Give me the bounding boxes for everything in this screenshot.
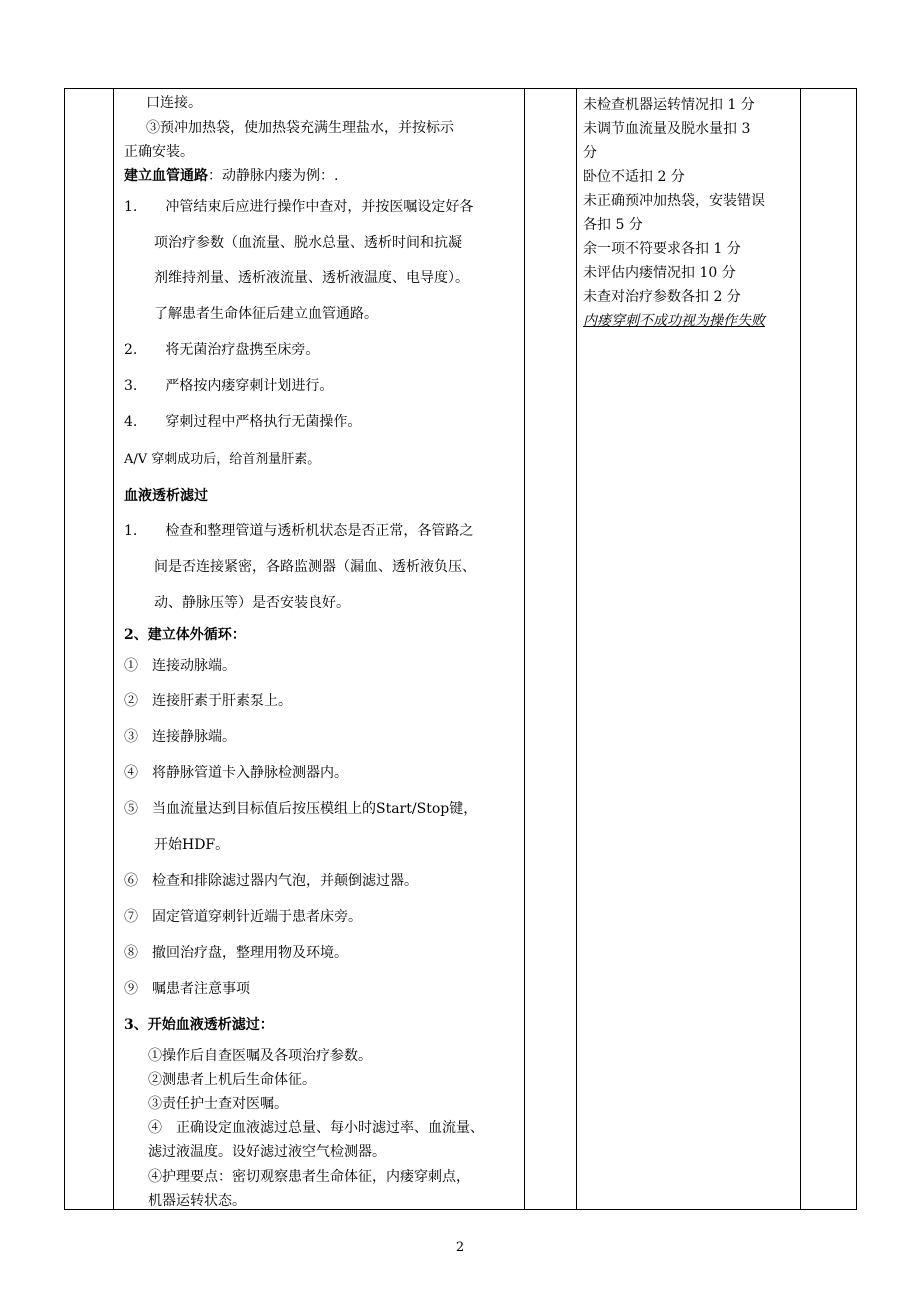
criteria-line: 未正确预冲加热袋，安装错误 (583, 193, 765, 209)
heading-bold: 建立血管通路 (124, 168, 208, 184)
text-line: ④护理要点：密切观察患者生命体征，内瘘穿刺点， (148, 1169, 470, 1185)
text-line: 剂维持剂量、透析液流量、透析液温度、电导度）。 (154, 270, 469, 286)
criteria-line: 未查对治疗参数各扣 2 分 (583, 289, 741, 305)
text-line: ③ 连接静脉端。 (124, 729, 236, 745)
scoring-criteria-cell (577, 89, 799, 1209)
text-line: ③预冲加热袋，使加热袋充满生理盐水，并按标示 (146, 120, 454, 136)
criteria-line: 未检查机器运转情况扣 1 分 (583, 97, 755, 113)
column-divider (524, 89, 525, 1209)
heading-rest: ：动静脉内瘘为例：. (208, 168, 339, 184)
text-line: 正确安装。 (124, 144, 194, 160)
criteria-line: 未评估内瘘情况扣 10 分 (583, 265, 736, 281)
text-line: ⑤ 当血流量达到目标值后按压模组上的Start/Stop键， (124, 801, 478, 817)
text-line: ⑨ 嘱患者注意事项 (124, 981, 250, 997)
text-line: ⑥ 检查和排除滤过器内气泡，并颠倒滤过器。 (124, 873, 418, 889)
text-line: 间是否连接紧密，各路监测器（漏血、透析液负压、 (154, 559, 476, 575)
section-heading (124, 165, 338, 185)
text-line: 2. 将无菌治疗盘携至床旁。 (124, 342, 320, 358)
text-line: 1. 检查和整理管道与透析机状态是否正常，各管路之 (124, 523, 474, 539)
text-line: 开始HDF。 (154, 837, 230, 853)
text-line: ③责任护士查对医嘱。 (148, 1096, 288, 1112)
text-line: 3. 严格按内瘘穿刺计划进行。 (124, 378, 334, 394)
failure-criterion: 内瘘穿刺不成功视为操作失败 (583, 313, 765, 329)
text-line: 4. 穿刺过程中严格执行无菌操作。 (124, 414, 362, 430)
text-line: ① 连接动脉端。 (124, 658, 236, 674)
text-line: ⑦ 固定管道穿刺针近端于患者床旁。 (124, 909, 362, 925)
text-line: 项治疗参数（血流量、脱水总量、透析时间和抗凝 (154, 235, 462, 251)
text-line: 动、静脉压等）是否安装良好。 (154, 595, 350, 611)
criteria-line: 各扣 5 分 (583, 217, 643, 233)
criteria-line: 余一项不符要求各扣 1 分 (583, 241, 741, 257)
criteria-line: 卧位不适扣 2 分 (583, 169, 685, 185)
text-line: ②测患者上机后生命体征。 (148, 1072, 316, 1088)
text-line: 了解患者生命体征后建立血管通路。 (154, 306, 378, 322)
text-line: ② 连接肝素于肝素泵上。 (124, 693, 292, 709)
text-line: 滤过液温度。设好滤过液空气检测器。 (148, 1144, 386, 1160)
text-line: 1. 冲管结束后应进行操作中查对，并按医嘱设定好各 (124, 199, 474, 215)
text-line: ④ 正确设定血液滤过总量、每小时滤过率、血流量、 (148, 1120, 484, 1136)
procedure-table (64, 88, 857, 1210)
text-line: ①操作后自查医嘱及各项治疗参数。 (148, 1048, 372, 1064)
column-divider (800, 89, 801, 1209)
criteria-line: 分 (583, 145, 597, 161)
text-line: ⑧ 撤回治疗盘，整理用物及环境。 (124, 945, 348, 961)
section-heading: 2、建立体外循环： (124, 627, 246, 643)
criteria-line: 未调节血流量及脱水量扣 3 (583, 121, 751, 137)
section-heading: 血液透析滤过 (124, 488, 208, 504)
page-number: 2 (455, 1240, 465, 1255)
section-heading: 3、开始血液透析滤过： (124, 1017, 274, 1033)
text-line: A/V 穿刺成功后，给首剂量肝素。 (124, 452, 321, 467)
text-line: 机器运转状态。 (148, 1193, 246, 1209)
text-line: 口连接。 (146, 95, 202, 111)
text-line: ④ 将静脉管道卡入静脉检测器内。 (124, 765, 348, 781)
procedure-steps-cell (114, 89, 524, 1209)
